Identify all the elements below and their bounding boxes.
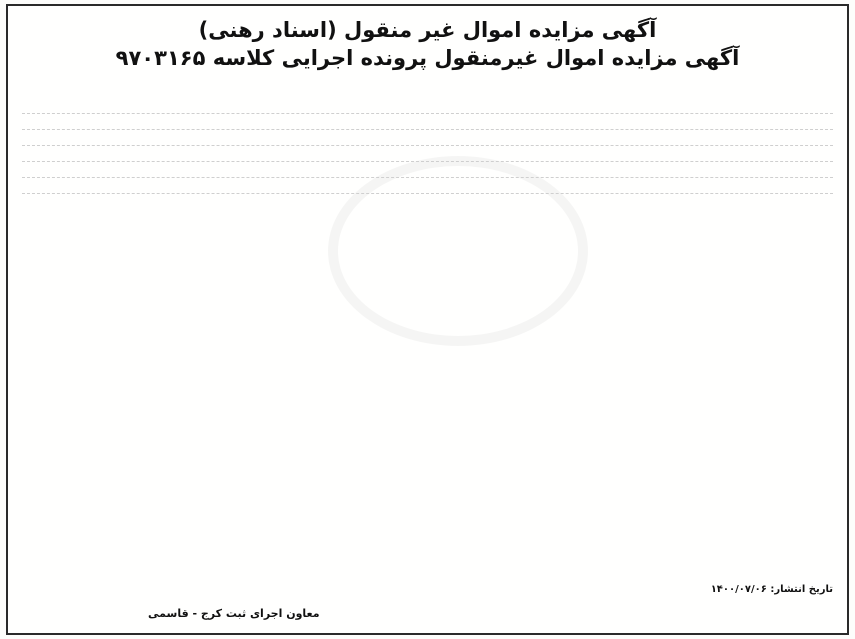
publication-date: تاریخ انتشار: ۱۴۰۰/۰۷/۰۶ [710,584,833,595]
paragraph-property-description [22,100,833,114]
paragraph-boundaries [22,116,833,130]
notice-body [22,100,833,565]
notice-title: آگهی مزایده اموال غیر منقول (اسناد رهنی) [198,18,657,42]
notice-subtitle: آگهی مزایده اموال غیرمنقول پرونده اجرایی کلاسه ۹۷۰۳۱۶۵ [115,46,740,70]
notice-frame [6,4,849,635]
paragraph-general-description [22,164,833,178]
paragraph-auction-terms [22,180,833,194]
signature-line: معاون اجرای ثبت کرج - قاسمی [148,607,320,620]
paragraph-parking-boundaries [22,148,833,162]
notice-header [8,16,847,72]
paragraph-storage-boundaries [22,132,833,146]
